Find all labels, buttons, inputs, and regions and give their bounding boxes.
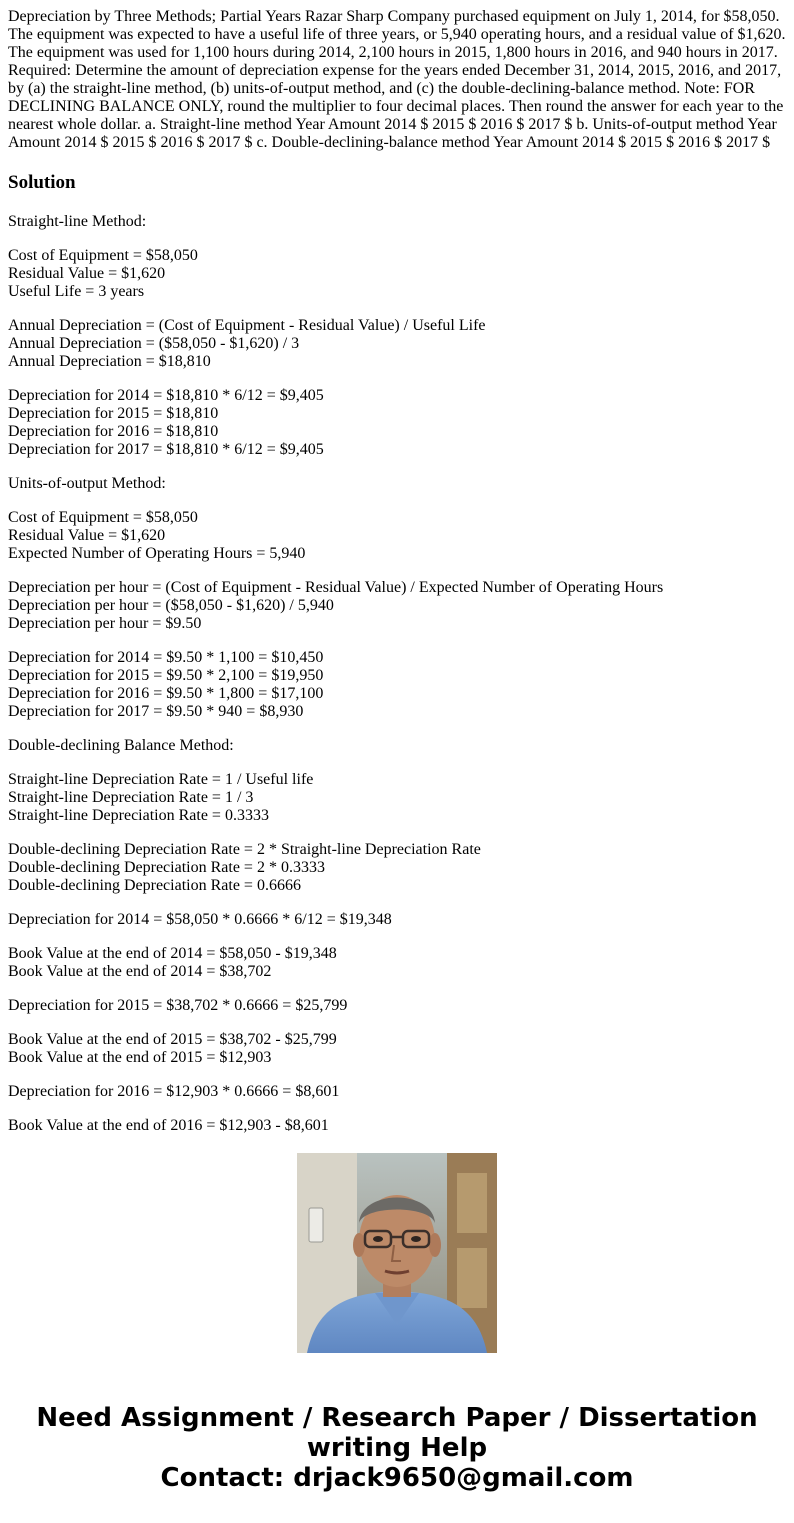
solution-line: Residual Value = $1,620: [8, 527, 166, 544]
solution-line: Cost of Equipment = $58,050: [8, 247, 198, 264]
solution-line: Book Value at the end of 2015 = $38,702 - $25,799: [8, 1031, 337, 1048]
solution-line: Depreciation for 2015 = $9.50 * 2,100 = $19,950: [8, 667, 324, 684]
solution-line: Straight-line Method:: [8, 213, 147, 230]
solution-paragraph: [8, 247, 788, 301]
solution-paragraph: [8, 509, 788, 563]
document-content: [8, 8, 788, 1134]
solution-line: Book Value at the end of 2014 = $58,050 - $19,348: [8, 945, 337, 962]
promo-banner: [0, 1403, 794, 1493]
author-photo: [297, 1153, 497, 1353]
solution-line: Depreciation for 2014 = $9.50 * 1,100 = $10,450: [8, 649, 324, 666]
solution-line: Double-declining Depreciation Rate = 2 * 0.3333: [8, 859, 325, 876]
solution-line: Depreciation per hour = $9.50: [8, 615, 202, 632]
solution-paragraph: [8, 579, 788, 633]
solution-body: [8, 213, 788, 1135]
solution-paragraph: [8, 737, 788, 755]
solution-line: Depreciation per hour = ($58,050 - $1,620) / 5,940: [8, 597, 334, 614]
solution-line: Book Value at the end of 2015 = $12,903: [8, 1049, 272, 1066]
solution-paragraph: [8, 1117, 788, 1135]
solution-paragraph: [8, 387, 788, 459]
solution-line: Depreciation for 2015 = $38,702 * 0.6666 = $25,799: [8, 997, 348, 1014]
solution-line: Depreciation for 2017 = $18,810 * 6/12 = $9,405: [8, 441, 324, 458]
solution-line: Depreciation for 2015 = $18,810: [8, 405, 219, 422]
solution-paragraph: [8, 911, 788, 929]
solution-paragraph: [8, 771, 788, 825]
solution-line: Depreciation for 2016 = $9.50 * 1,800 = $17,100: [8, 685, 324, 702]
promo-contact: Contact: drjack9650@gmail.com: [160, 1463, 634, 1493]
solution-line: Depreciation for 2016 = $12,903 * 0.6666 = $8,601: [8, 1083, 340, 1100]
solution-line: Annual Depreciation = ($58,050 - $1,620) / 3: [8, 335, 300, 352]
question-text: Depreciation by Three Methods; Partial Years Razar Sharp Company purchased equipment on July 1, 2014, for $58,050. The equipment was expected to have a useful life of three years, or 5,940 operating hours, and a residual value of $1,620. The equipment was used for 1,100 hours during 2014, 2,100 hours in 2015, 1,800 hours in 2016, and 940 hours in 2017. Required: Determine the amount of depreciation expense for the years ended December 31, 2014, 2015, 2016, and 2017, by (a) the straight-line method, (b) units-of-output method, and (c) the double-declining-balance method. Note: FOR DECLINING BALANCE ONLY, round the multiplier to four decimal places. Then round the answer for each year to the nearest whole dollar. a. Straight-line method Year Amount 2014 $ 2015 $ 2016 $ 2017 $ b. Units-of-output method Year Amount 2014 $ 2015 $ 2016 $ 2017 $ c. Double-declining-balance method Year Amount 2014 $ 2015 $ 2016 $ 2017 $: [8, 8, 786, 151]
solution-line: Double-declining Depreciation Rate = 0.6666: [8, 877, 301, 894]
solution-line: Depreciation for 2016 = $18,810: [8, 423, 219, 440]
solution-line: Depreciation for 2014 = $18,810 * 6/12 = $9,405: [8, 387, 324, 404]
solution-line: Cost of Equipment = $58,050: [8, 509, 198, 526]
solution-heading: Solution: [8, 172, 76, 193]
solution-line: Double-declining Balance Method:: [8, 737, 234, 754]
solution-paragraph: [8, 945, 788, 981]
solution-line: Straight-line Depreciation Rate = 1 / Useful life: [8, 771, 314, 788]
solution-line: Expected Number of Operating Hours = 5,940: [8, 545, 306, 562]
author-portrait-image: [297, 1153, 497, 1353]
solution-paragraph: [8, 841, 788, 895]
solution-line: Depreciation per hour = (Cost of Equipment - Residual Value) / Expected Number of Operating Hours: [8, 579, 664, 596]
solution-line: Annual Depreciation = $18,810: [8, 353, 211, 370]
promo-line-2: writing Help: [306, 1433, 488, 1463]
solution-paragraph: [8, 213, 788, 231]
solution-line: Units-of-output Method:: [8, 475, 166, 492]
solution-paragraph: [8, 997, 788, 1015]
solution-line: Double-declining Depreciation Rate = 2 * Straight-line Depreciation Rate: [8, 841, 481, 858]
solution-line: Residual Value = $1,620: [8, 265, 166, 282]
promo-line-1: Need Assignment / Research Paper / Dissertation: [36, 1403, 758, 1433]
solution-paragraph: [8, 1031, 788, 1067]
solution-line: Straight-line Depreciation Rate = 0.3333: [8, 807, 269, 824]
solution-paragraph: [8, 1083, 788, 1101]
solution-line: Annual Depreciation = (Cost of Equipment - Residual Value) / Useful Life: [8, 317, 486, 334]
solution-line: Depreciation for 2014 = $58,050 * 0.6666 * 6/12 = $19,348: [8, 911, 392, 928]
solution-paragraph: [8, 649, 788, 721]
solution-line: Useful Life = 3 years: [8, 283, 145, 300]
solution-line: Book Value at the end of 2016 = $12,903 - $8,601: [8, 1117, 329, 1134]
solution-line: Depreciation for 2017 = $9.50 * 940 = $8,930: [8, 703, 304, 720]
solution-paragraph: [8, 317, 788, 371]
solution-paragraph: [8, 475, 788, 493]
solution-line: Book Value at the end of 2014 = $38,702: [8, 963, 272, 980]
solution-line: Straight-line Depreciation Rate = 1 / 3: [8, 789, 254, 806]
